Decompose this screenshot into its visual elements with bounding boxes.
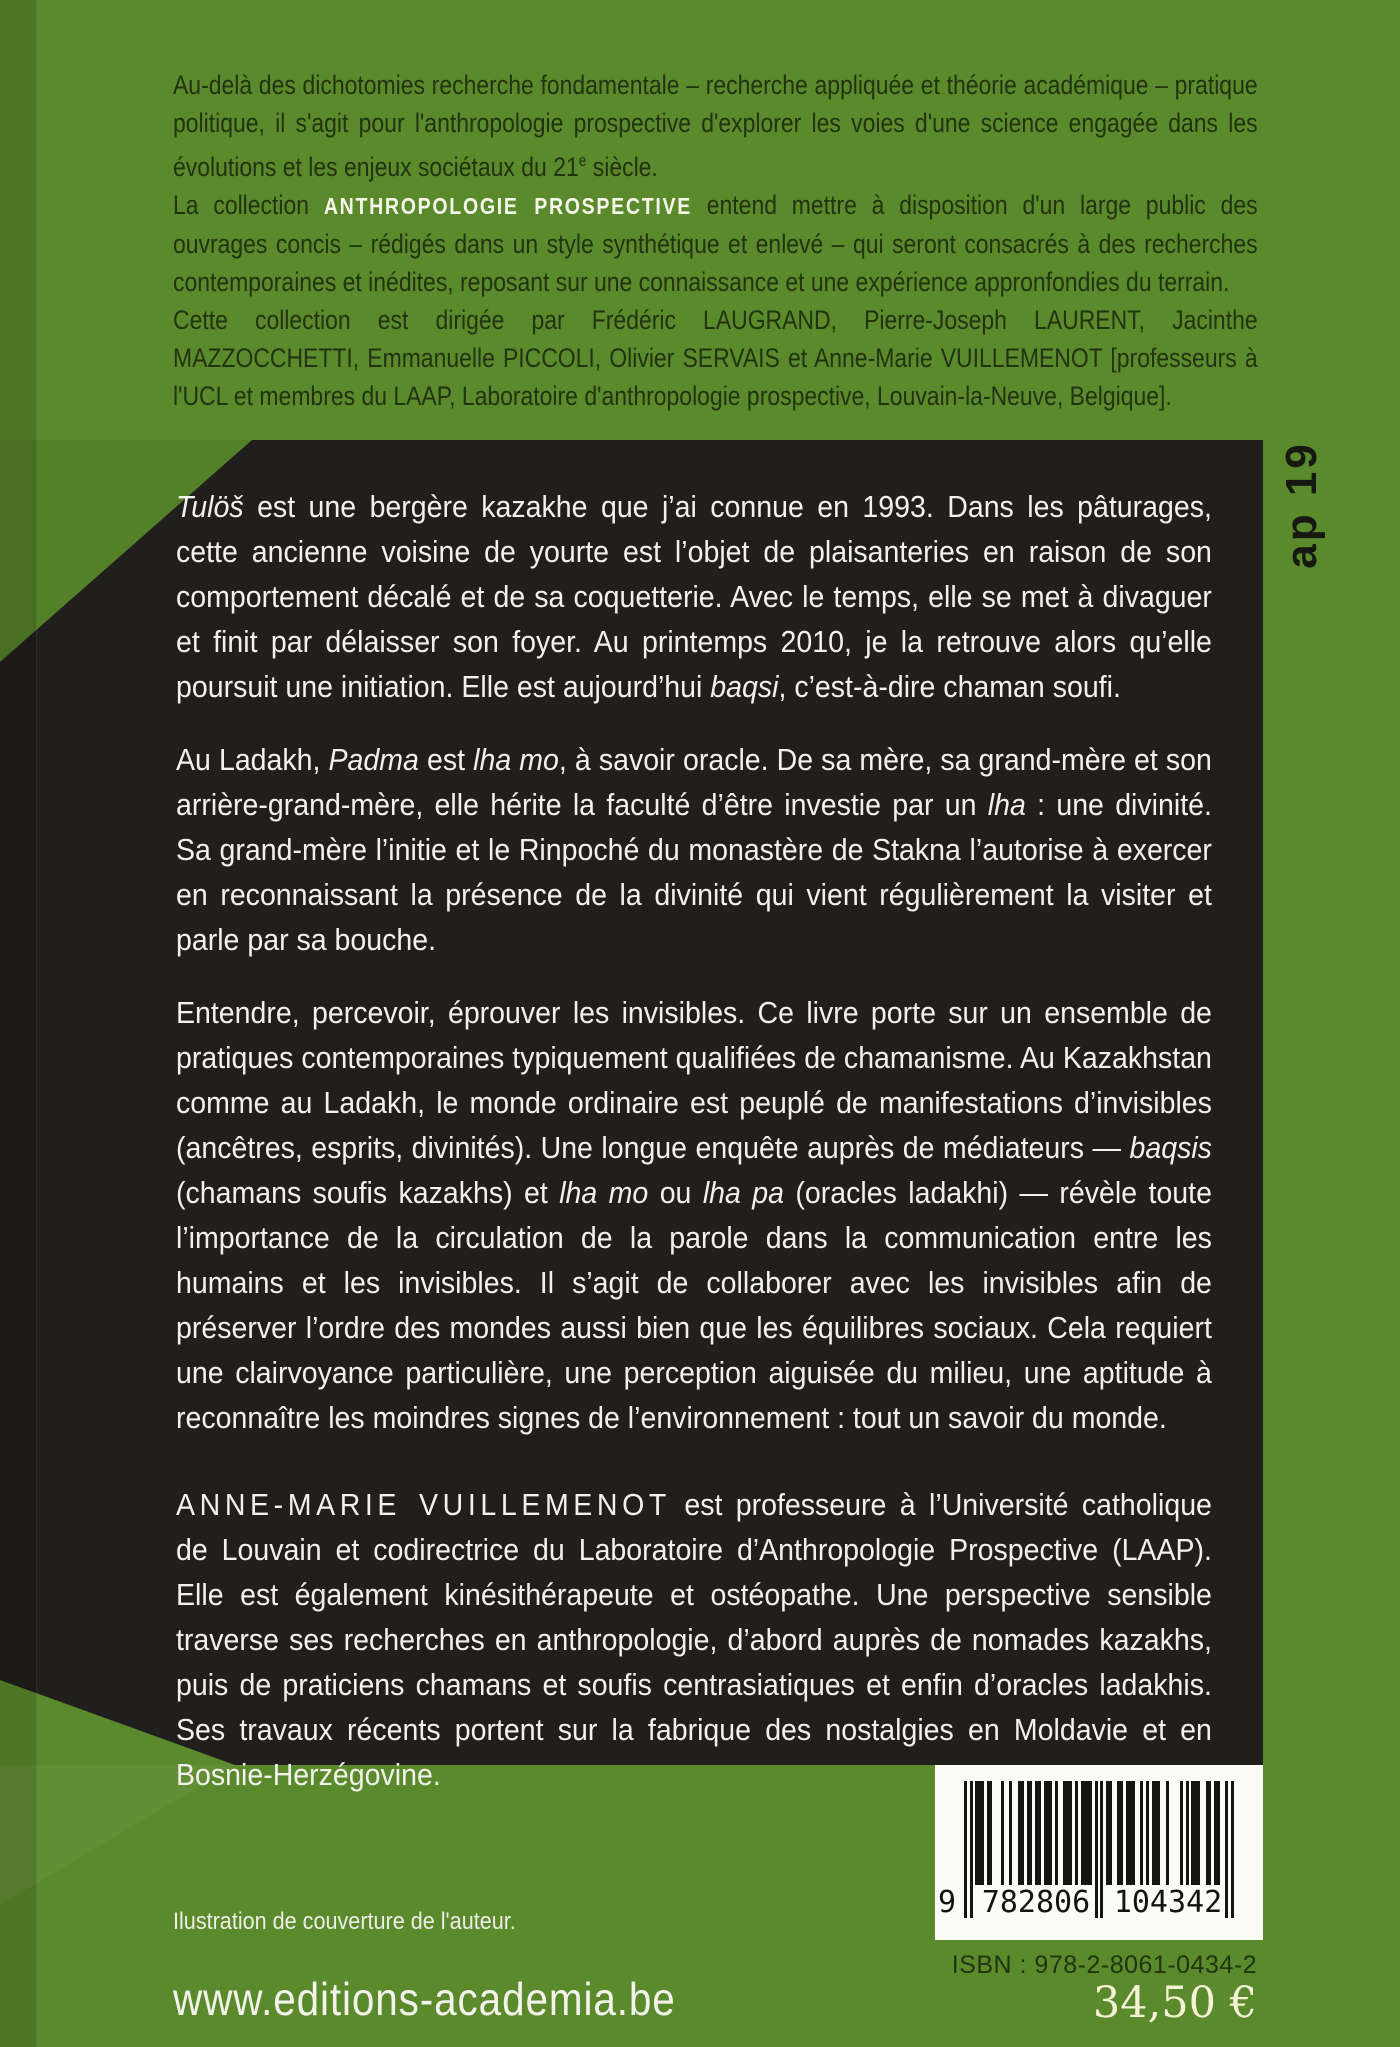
term-tulos: Tulöš <box>176 489 244 524</box>
price-text: 34,50 € <box>1092 1978 1257 2028</box>
synopsis-text: est <box>418 742 474 777</box>
term-padma: Padma <box>328 742 419 777</box>
synopsis-text: , à savoir oracle. De sa mère, sa grand-mère et son arrière-grand-mère, elle hérite la faculté d’être investie par un <box>176 742 1212 822</box>
intro-paragraph-3: Cette collection est dirigée par Frédéric LAUGRAND, Pierre-Joseph LAURENT, Jacinthe MAZZOCCHETTI, Emmanuelle PICCOLI, Olivier SERVAIS et Anne-Marie VUILLEMENOT [professeurs à l'UCL et membres du LAAP, Laboratoire d'anthropologie prospective, Louvain-la-Neuve, Belgique]. <box>173 305 1258 411</box>
term-lha: lha <box>987 787 1026 822</box>
term-baqsi: baqsi <box>710 669 779 704</box>
publisher-website: www.editions-academia.be <box>173 1973 676 2025</box>
synopsis-text: est une bergère kazakhe que j’ai connue en 1993. Dans les pâturages, cette ancienne voisine de yourte est l’objet de plaisanteries en raison de son comportement décalé et de sa coquetterie. Avec le temps, elle se met à divaguer et finit par délaisser son foyer. Au printemps 2010, je la retrouve alors qu’elle poursuit une initiation. Elle est aujourd’hui <box>176 489 1212 704</box>
synopsis-paragraph-2 <box>176 737 1212 962</box>
barcode-digits <box>935 1885 1263 1925</box>
synopsis-text: Au Ladakh, <box>176 742 329 777</box>
intro-text: siècle. <box>586 152 658 182</box>
synopsis-paragraph-1 <box>176 484 1212 709</box>
author-bio-text: est professeure à l’Université catholique de Louvain et codirectrice du Laboratoire d’Anthropologie Prospective (LAAP). Elle est également kinésithérapeute et ostéopathe. Une perspective sensible traverse ses recherches en anthropologie, d’abord auprès de nomades kazakhs, puis de praticiens chamans et soufis centrasiatiques et enfin d’oracles ladakhis. Ses travaux récents portent sur la fabrique des nostalgies en Moldavie et en Bosnie-Herzégovine. <box>176 1487 1212 1792</box>
synopsis-text: , c’est-à-dire chaman soufi. <box>778 669 1121 704</box>
term-baqsis: baqsis <box>1129 1130 1212 1165</box>
term-lha-mo: lha mo <box>473 742 559 777</box>
term-lha-mo: lha mo <box>559 1175 649 1210</box>
barcode-box <box>935 1765 1263 1940</box>
intro-paragraph-2 <box>173 186 1258 301</box>
superscript-e: e <box>578 152 587 170</box>
synopsis-text: Entendre, percevoir, éprouver les invisibles. Ce livre porte sur un ensemble de pratiques contemporaines typiquement qualifiées de chamanisme. Au Kazakhstan comme au Ladakh, le monde ordinaire est peuplé de manifestations d’invisibles (ancêtres, esprits, divinités). Une longue enquête auprès de médiateurs — <box>176 995 1212 1165</box>
spine-shade-strip <box>0 0 37 2047</box>
synopsis-paragraph-3 <box>176 990 1212 1440</box>
term-lha-pa: lha pa <box>702 1175 785 1210</box>
intro-text: La collection <box>173 190 324 220</box>
collection-intro <box>173 66 1258 415</box>
barcode-digit-lead: 9 <box>938 1885 957 1920</box>
description-text <box>176 484 1212 1825</box>
author-bio <box>176 1482 1212 1797</box>
barcode-digit-group-1: 782806 <box>977 1885 1095 1920</box>
synopsis-text: (oracles ladakhi) — révèle toute l’importance de la circulation de la parole dans la communication entre les humains et les invisibles. Il s’agit de collaborer avec les invisibles afin de préserver l’ordre des mondes aussi bien que les équilibres sociaux. Cela requiert une clairvoyance particulière, une perception aiguisée du milieu, une aptitude à reconnaître les moindres signes de l’environnement : tout un savoir du monde. <box>176 1175 1212 1435</box>
barcode-digit-group-2: 104342 <box>1111 1885 1225 1920</box>
synopsis-text: (chamans soufis kazakhs) et <box>176 1175 560 1210</box>
intro-text: Au-delà des dichotomies recherche fondamentale – recherche appliquée et théorie académique – pratique politique, il s'agit pour l'anthropologie prospective d'explorer les voies d'une science engagée dans les évolutions et les enjeux sociétaux du 21 <box>173 70 1258 182</box>
synopsis-text: ou <box>648 1175 703 1210</box>
collection-logo-wordmark: ANTHROPOLOGIE PROSPECTIVE <box>323 193 692 219</box>
author-name: ANNE-MARIE VUILLEMENOT <box>176 1487 671 1522</box>
intro-paragraph-1 <box>173 66 1258 186</box>
collection-number-text: ap 19 <box>1277 441 1327 569</box>
cover-illustration-credit: Ilustration de couverture de l'auteur. <box>173 1908 516 1935</box>
collection-number-label <box>1268 432 1336 578</box>
isbn-text: ISBN : 978-2-8061-0434-2 <box>951 1951 1257 1979</box>
synopsis-text: : une divinité. Sa grand-mère l’initie et le Rinpoché du monastère de Stakna l’autorise à exercer en reconnaissant la présence de la divinité qui vient régulièrement la visiter et parle par sa bouche. <box>176 787 1212 957</box>
intro-text: entend mettre à disposition d'un large public des ouvrages concis – rédigés dans un style synthétique et enlevé – qui seront consacrés à des recherches contemporaines et inédites, reposant sur une connaissance et une expérience appronfondies du terrain. <box>173 190 1258 297</box>
